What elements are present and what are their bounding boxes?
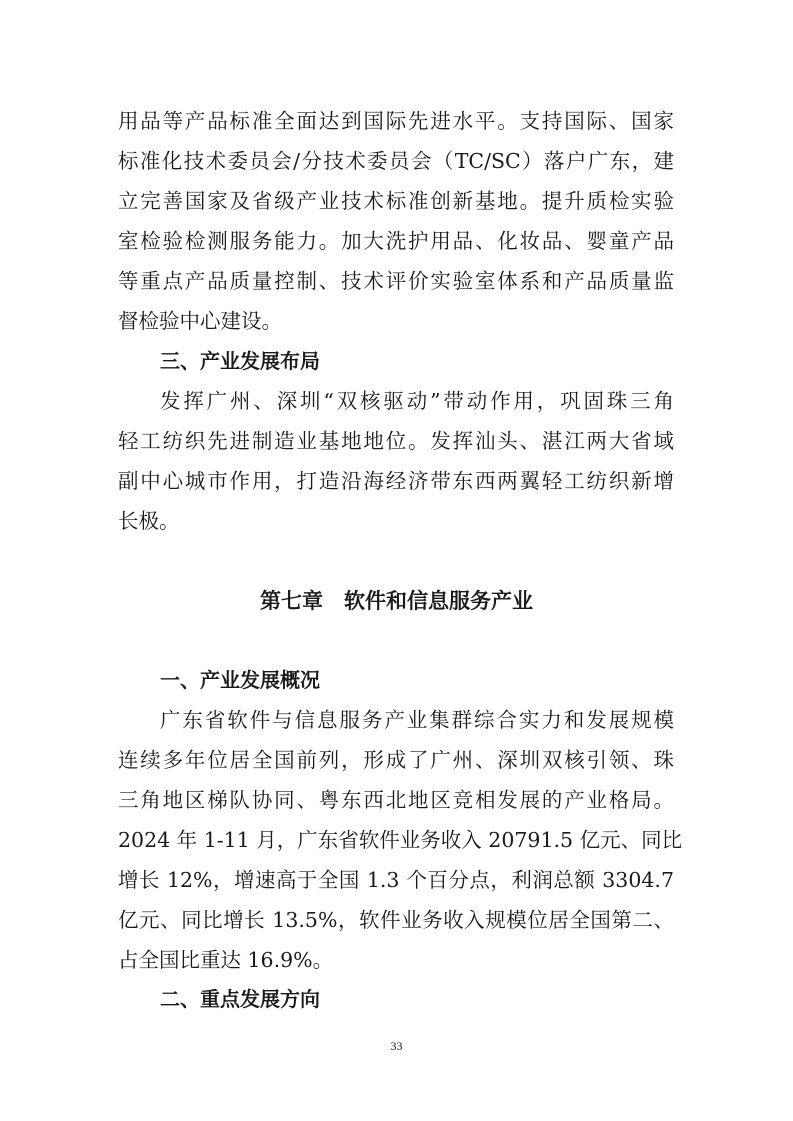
paragraph-line: 用品等产品标准全面达到国际先进水平。支持国际、国家 [118,109,674,133]
paragraph-line: 广东省软件与信息服务产业集群综合实力和发展规模 [160,708,674,732]
paragraph-line: 2024 年 1-11 月，广东省软件业务收入 20791.5 亿元、同比 [118,828,683,852]
paragraph-line: 三角地区梯队协同、粤东西北地区竞相发展的产业格局。 [118,788,674,812]
paragraph-line: 轻工纺织先进制造业基地地位。发挥汕头、湛江两大省域 [118,429,674,453]
paragraph-line: 督检验中心建设。 [118,309,282,333]
paragraph-line: 标准化技术委员会/分技术委员会（TC/SC）落户广东，建 [118,149,674,173]
chapter-title: 第七章 软件和信息服务产业 [260,588,533,613]
paragraph-line: 亿元、同比增长 13.5%，软件业务收入规模位居全国第二、 [118,908,674,932]
paragraph-line: 立完善国家及省级产业技术标准创新基地。提升质检实验 [118,189,674,213]
paragraph-line: 增长 12%，增速高于全国 1.3 个百分点，利润总额 3304.7 [118,868,674,892]
page-number: 33 [390,1039,403,1053]
paragraph-line: 占全国比重达 16.9%。 [118,948,334,972]
paragraph-line: 连续多年位居全国前列，形成了广州、深圳双核引领、珠 [118,748,674,772]
paragraph-line: 副中心城市作用，打造沿海经济带东西两翼轻工纺织新增 [118,469,674,493]
paragraph-line: 室检验检测服务能力。加大洗护用品、化妆品、婴童产品 [118,229,674,253]
paragraph-line: 长极。 [118,509,180,533]
section-heading: 三、产业发展布局 [160,349,320,373]
section-heading: 一、产业发展概况 [160,668,320,692]
paragraph-line: 发挥广州、深圳“双核驱动”带动作用，巩固珠三角 [160,389,674,413]
paragraph-line: 等重点产品质量控制、技术评价实验室体系和产品质量监 [118,269,674,293]
section-heading: 二、重点发展方向 [160,987,320,1011]
